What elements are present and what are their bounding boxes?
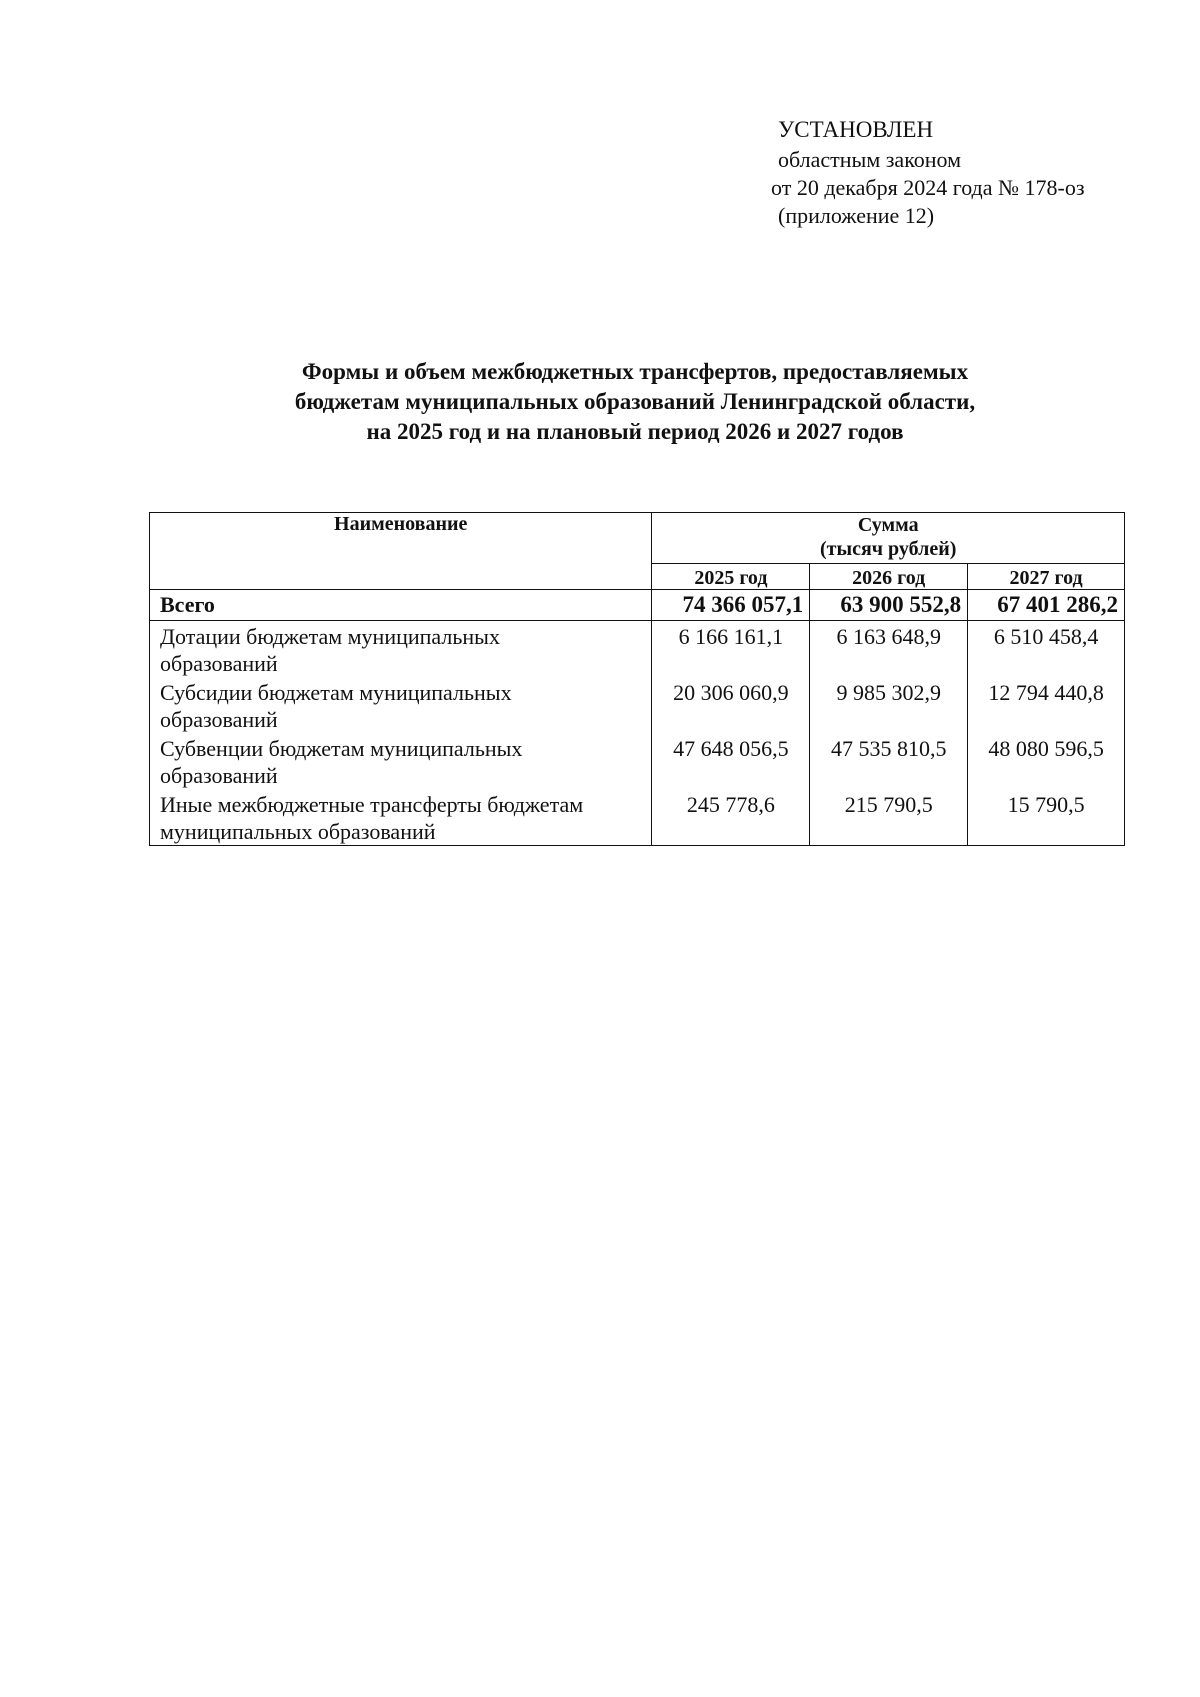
- row-value-2025: 245 778,6: [652, 791, 810, 846]
- title-line-2: бюджетам муниципальных образований Ленинградской области,: [294, 389, 976, 414]
- row-value-2027: 6 510 458,4: [968, 621, 1125, 680]
- row-value-2025: 20 306 060,9: [652, 679, 810, 735]
- row-name: [150, 679, 652, 735]
- row-name-line-2: муниципальных образований: [160, 819, 436, 844]
- total-2026: 63 900 552,8: [810, 590, 968, 621]
- table-row-subventions: [150, 735, 1125, 791]
- approval-line-3: (приложение 12): [778, 203, 935, 228]
- approval-stamp: УСТАНОВЛЕН: [778, 117, 934, 142]
- row-name: [150, 791, 652, 846]
- header-year-2027: 2027 год: [968, 563, 1125, 589]
- total-2027: 67 401 286,2: [968, 590, 1125, 621]
- row-name: [150, 621, 652, 680]
- row-value-2027: 15 790,5: [968, 791, 1125, 846]
- total-label: Всего: [150, 590, 652, 621]
- approval-line-1: областным законом: [778, 147, 962, 172]
- row-value-2026: 215 790,5: [810, 791, 968, 846]
- document-title: [150, 357, 1120, 447]
- row-name-line-1: Иные межбюджетные трансферты бюджетам: [160, 792, 584, 817]
- row-name-line-2: образований: [160, 651, 278, 676]
- table-row-subsidies: [150, 679, 1125, 735]
- header-sum-label: Сумма: [857, 514, 919, 536]
- row-name-line-1: Субсидии бюджетам муниципальных: [160, 680, 512, 705]
- table-row-other-transfers: [150, 791, 1125, 846]
- header-row: [150, 513, 1125, 564]
- approval-block: [771, 116, 1085, 230]
- approval-line-2: от 20 декабря 2024 года № 178-оз: [771, 175, 1085, 200]
- table-row-dotations: [150, 621, 1125, 680]
- header-sum: [652, 513, 1125, 564]
- row-value-2026: 9 985 302,9: [810, 679, 968, 735]
- row-name: [150, 735, 652, 791]
- total-2025: 74 366 057,1: [652, 590, 810, 621]
- header-year-2026: 2026 год: [810, 563, 968, 589]
- row-name-line-1: Дотации бюджетам муниципальных: [160, 624, 500, 649]
- title-line-3: на 2025 год и на плановый период 2026 и 2027 годов: [366, 419, 904, 444]
- row-value-2025: 6 166 161,1: [652, 621, 810, 680]
- header-name: Наименование: [150, 513, 652, 590]
- row-value-2025: 47 648 056,5: [652, 735, 810, 791]
- row-value-2026: 47 535 810,5: [810, 735, 968, 791]
- header-year-2025: 2025 год: [652, 563, 810, 589]
- row-value-2027: 12 794 440,8: [968, 679, 1125, 735]
- row-name-line-1: Субвенции бюджетам муниципальных: [160, 736, 523, 761]
- transfers-table: [149, 512, 1125, 846]
- row-value-2027: 48 080 596,5: [968, 735, 1125, 791]
- row-value-2026: 6 163 648,9: [810, 621, 968, 680]
- title-line-1: Формы и объем межбюджетных трансфертов, предоставляемых: [301, 359, 969, 384]
- total-row: [150, 590, 1125, 621]
- header-sum-unit: (тысяч рублей): [819, 538, 957, 560]
- row-name-line-2: образований: [160, 707, 278, 732]
- row-name-line-2: образований: [160, 763, 278, 788]
